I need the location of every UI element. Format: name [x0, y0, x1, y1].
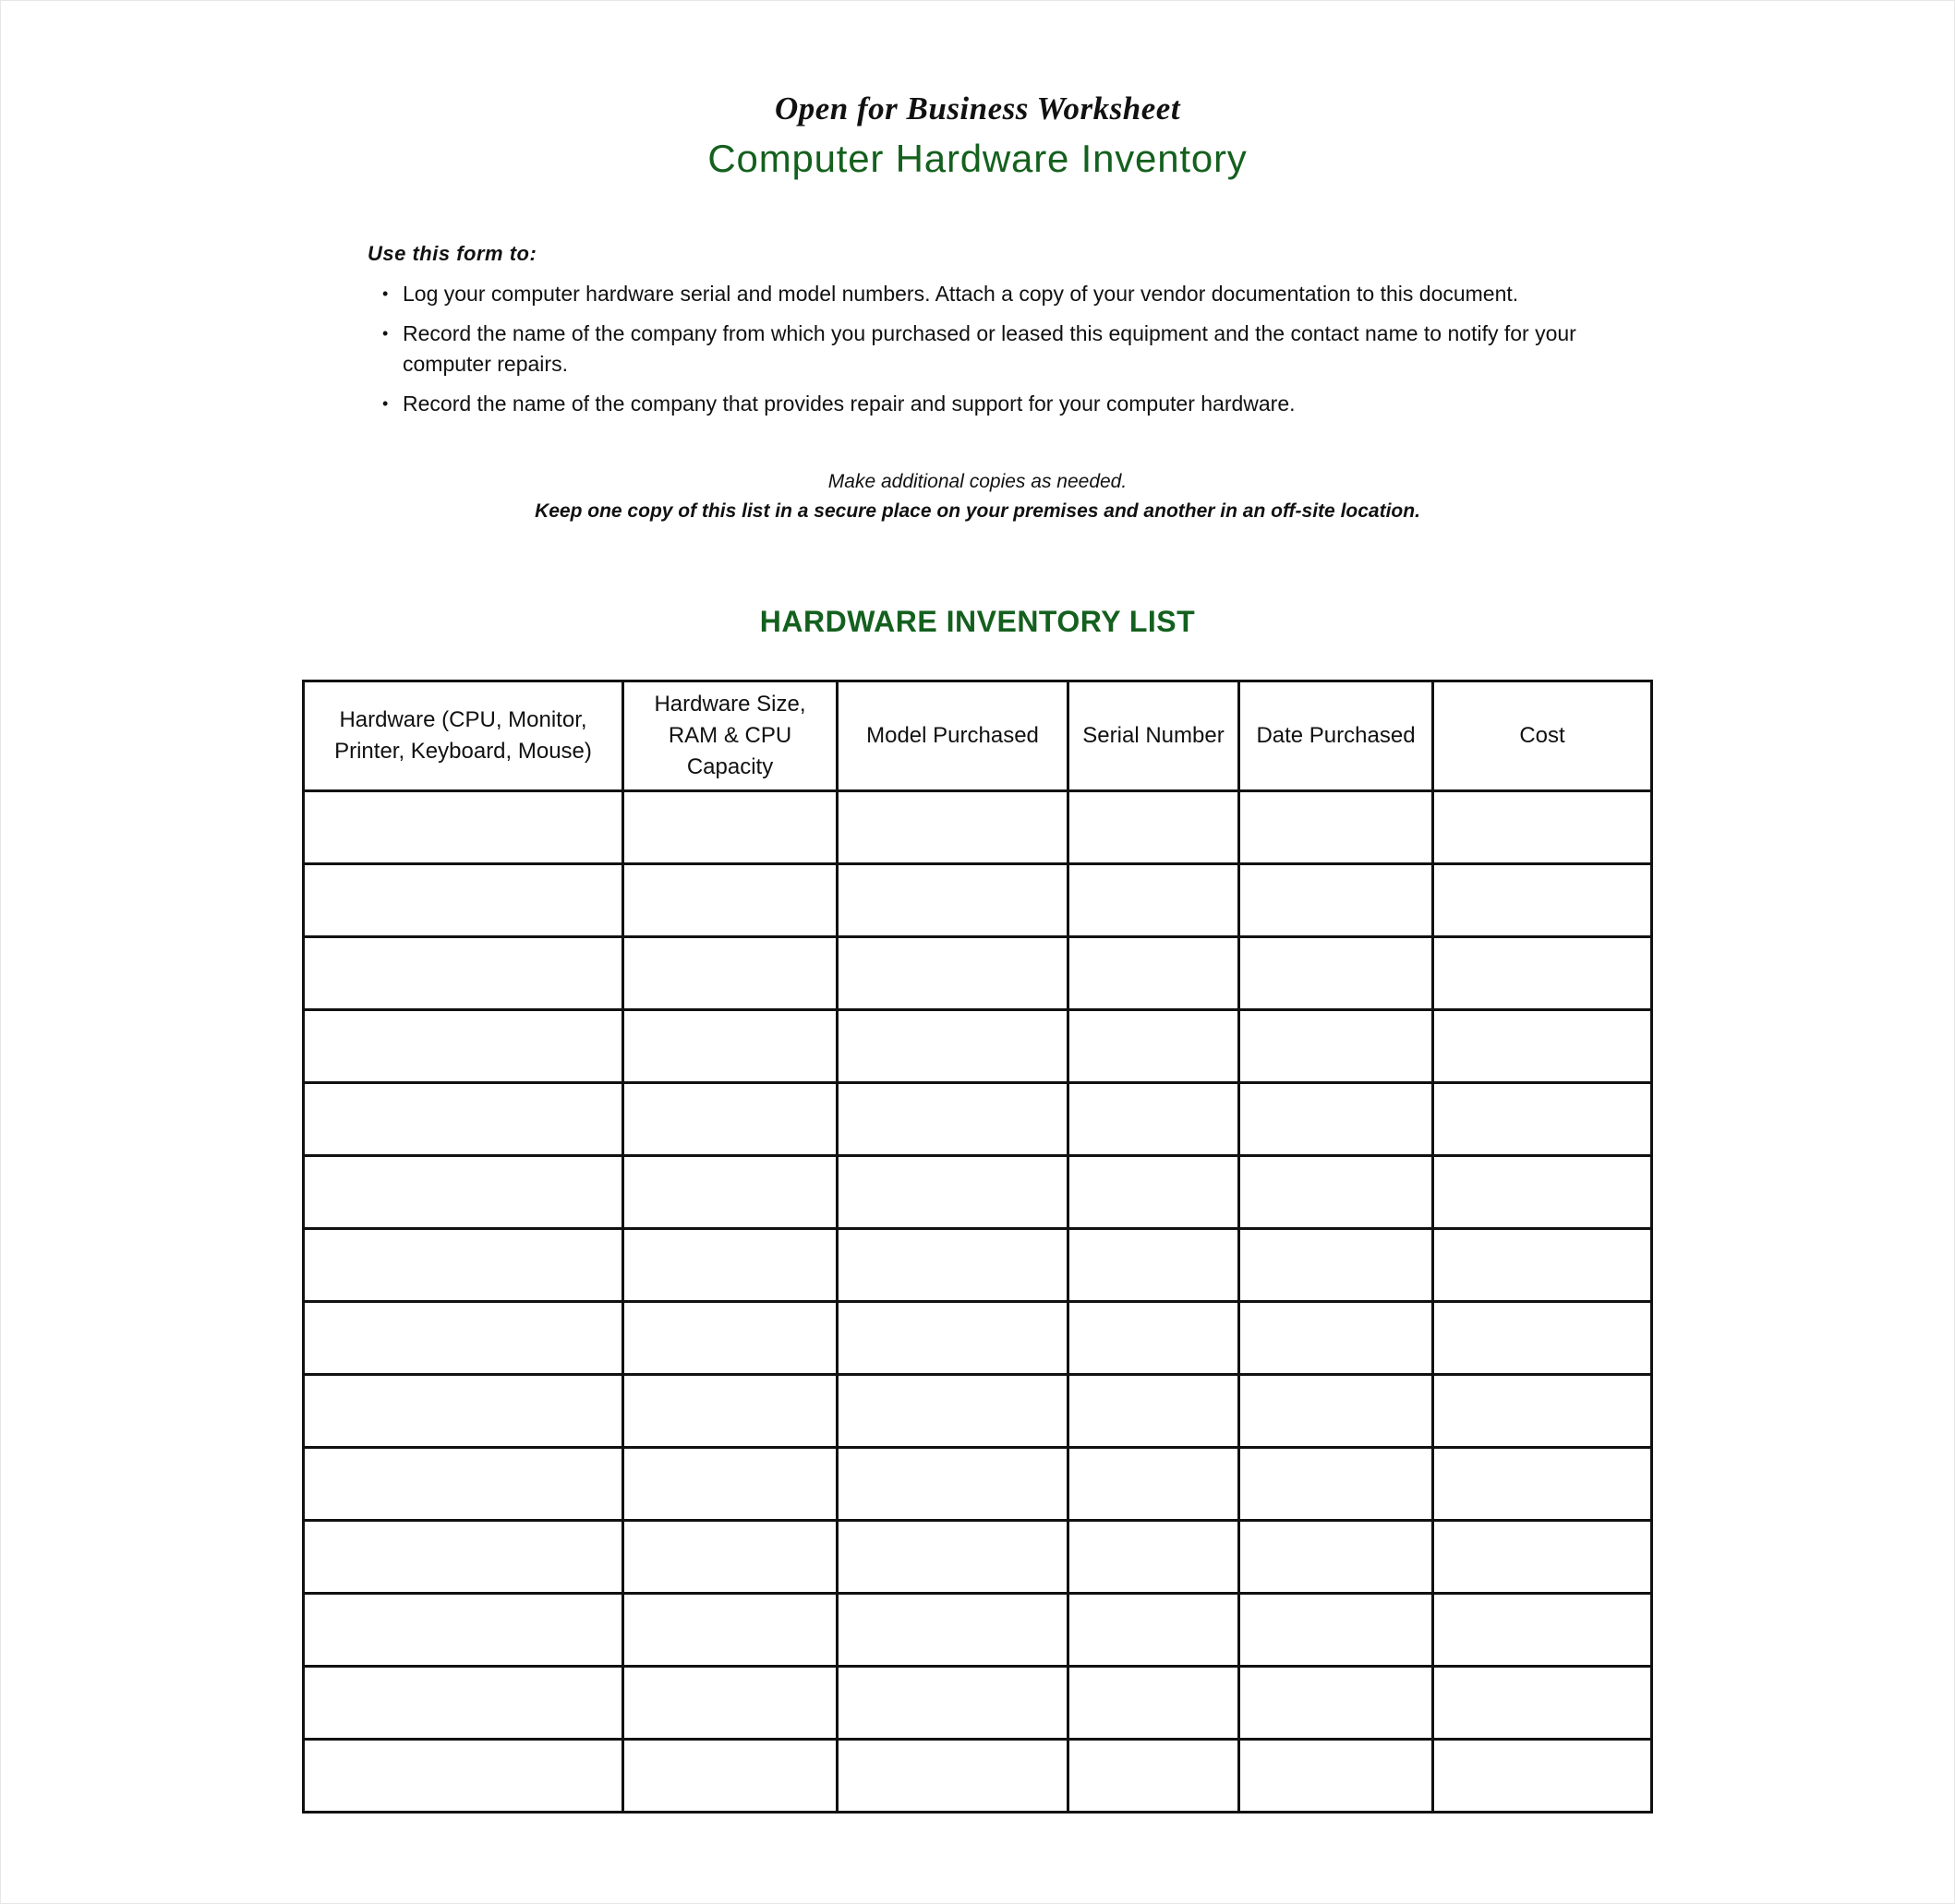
cell-serial[interactable]: [1068, 1010, 1239, 1083]
cell-hardware-size[interactable]: [623, 1448, 838, 1521]
cell-hardware[interactable]: [304, 1229, 623, 1302]
cell-model[interactable]: [838, 1521, 1068, 1594]
table-row: [304, 791, 1652, 864]
cell-cost[interactable]: [1433, 1521, 1652, 1594]
column-header-cost: Cost: [1433, 681, 1652, 791]
table-row: [304, 864, 1652, 937]
cell-date[interactable]: [1239, 791, 1433, 864]
cell-hardware-size[interactable]: [623, 1156, 838, 1229]
cell-cost[interactable]: [1433, 1083, 1652, 1156]
column-header-date: Date Purchased: [1239, 681, 1433, 791]
instruction-text: Record the name of the company from which you purchased or leased this equipment and the contact name to notify for your computer repairs.: [403, 321, 1576, 376]
cell-hardware[interactable]: [304, 1740, 623, 1813]
bullet-icon: •: [382, 394, 389, 413]
cell-hardware-size[interactable]: [623, 1521, 838, 1594]
cell-serial[interactable]: [1068, 1448, 1239, 1521]
cell-cost[interactable]: [1433, 1740, 1652, 1813]
cell-hardware-size[interactable]: [623, 1083, 838, 1156]
cell-model[interactable]: [838, 1156, 1068, 1229]
cell-date[interactable]: [1239, 1302, 1433, 1375]
cell-model[interactable]: [838, 1302, 1068, 1375]
cell-hardware-size[interactable]: [623, 791, 838, 864]
cell-serial[interactable]: [1068, 1521, 1239, 1594]
cell-hardware[interactable]: [304, 1375, 623, 1448]
cell-date[interactable]: [1239, 1667, 1433, 1740]
cell-model[interactable]: [838, 791, 1068, 864]
table-row: [304, 1156, 1652, 1229]
table-header-row: [304, 681, 1652, 791]
cell-hardware-size[interactable]: [623, 1375, 838, 1448]
bullet-icon: •: [382, 324, 389, 343]
cell-hardware[interactable]: [304, 1302, 623, 1375]
table-row: [304, 1594, 1652, 1667]
cell-cost[interactable]: [1433, 1156, 1652, 1229]
cell-serial[interactable]: [1068, 1740, 1239, 1813]
cell-serial[interactable]: [1068, 937, 1239, 1010]
table-row: [304, 1667, 1652, 1740]
cell-model[interactable]: [838, 1740, 1068, 1813]
cell-hardware[interactable]: [304, 1010, 623, 1083]
cell-model[interactable]: [838, 1594, 1068, 1667]
cell-hardware[interactable]: [304, 864, 623, 937]
table-row: [304, 1740, 1652, 1813]
cell-date[interactable]: [1239, 1594, 1433, 1667]
instructions-list: [368, 279, 1605, 419]
instruction-item: [368, 279, 1605, 309]
table-row: [304, 1083, 1652, 1156]
cell-date[interactable]: [1239, 1010, 1433, 1083]
cell-model[interactable]: [838, 1229, 1068, 1302]
cell-hardware[interactable]: [304, 791, 623, 864]
cell-cost[interactable]: [1433, 1375, 1652, 1448]
cell-hardware-size[interactable]: [623, 864, 838, 937]
cell-serial[interactable]: [1068, 1667, 1239, 1740]
cell-cost[interactable]: [1433, 937, 1652, 1010]
cell-date[interactable]: [1239, 864, 1433, 937]
cell-cost[interactable]: [1433, 1229, 1652, 1302]
table-row: [304, 1302, 1652, 1375]
instruction-text: Record the name of the company that provides repair and support for your computer hardware.: [403, 392, 1296, 416]
cell-date[interactable]: [1239, 1448, 1433, 1521]
cell-hardware-size[interactable]: [623, 1302, 838, 1375]
cell-hardware-size[interactable]: [623, 1667, 838, 1740]
cell-hardware[interactable]: [304, 1083, 623, 1156]
cell-hardware-size[interactable]: [623, 1740, 838, 1813]
cell-hardware-size[interactable]: [623, 1229, 838, 1302]
instructions: [368, 242, 1605, 428]
column-header-hardware: Hardware (CPU, Monitor, Printer, Keyboard, Mouse): [304, 681, 623, 791]
cell-hardware[interactable]: [304, 1667, 623, 1740]
cell-date[interactable]: [1239, 1229, 1433, 1302]
cell-date[interactable]: [1239, 937, 1433, 1010]
cell-serial[interactable]: [1068, 1229, 1239, 1302]
cell-serial[interactable]: [1068, 1156, 1239, 1229]
inventory-heading: HARDWARE INVENTORY LIST: [759, 605, 1196, 638]
table-row: [304, 937, 1652, 1010]
cell-model[interactable]: [838, 1010, 1068, 1083]
cell-model[interactable]: [838, 1667, 1068, 1740]
instruction-item: [368, 319, 1605, 380]
cell-serial[interactable]: [1068, 1083, 1239, 1156]
column-header-model: Model Purchased: [838, 681, 1068, 791]
cell-model[interactable]: [838, 864, 1068, 937]
cell-hardware-size[interactable]: [623, 1594, 838, 1667]
copies-note: Make additional copies as needed.: [827, 471, 1128, 492]
cell-model[interactable]: [838, 937, 1068, 1010]
cell-serial[interactable]: [1068, 1375, 1239, 1448]
cell-hardware-size[interactable]: [623, 937, 838, 1010]
cell-date[interactable]: [1239, 1521, 1433, 1594]
cell-cost[interactable]: [1433, 1594, 1652, 1667]
worksheet-subtitle: Open for Business Worksheet: [774, 90, 1181, 127]
inventory-table: [302, 680, 1653, 1814]
cell-hardware[interactable]: [304, 937, 623, 1010]
cell-hardware[interactable]: [304, 1521, 623, 1594]
cell-cost[interactable]: [1433, 791, 1652, 864]
column-header-serial: Serial Number: [1068, 681, 1239, 791]
table-row: [304, 1229, 1652, 1302]
storage-note: Keep one copy of this list in a secure place on your premises and another in an off-site location.: [535, 500, 1420, 522]
cell-cost[interactable]: [1433, 864, 1652, 937]
cell-hardware[interactable]: [304, 1594, 623, 1667]
cell-date[interactable]: [1239, 1740, 1433, 1813]
cell-cost[interactable]: [1433, 1302, 1652, 1375]
inventory-body: [304, 791, 1652, 1813]
cell-serial[interactable]: [1068, 1594, 1239, 1667]
cell-serial[interactable]: [1068, 791, 1239, 864]
bullet-icon: •: [382, 284, 389, 303]
cell-date[interactable]: [1239, 1375, 1433, 1448]
document-title: Computer Hardware Inventory: [707, 137, 1248, 180]
column-header-hardware-size: Hardware Size, RAM & CPU Capacity: [623, 681, 838, 791]
cell-date[interactable]: [1239, 1083, 1433, 1156]
cell-model[interactable]: [838, 1375, 1068, 1448]
table-row: [304, 1521, 1652, 1594]
cell-hardware-size[interactable]: [623, 1010, 838, 1083]
cell-date[interactable]: [1239, 1156, 1433, 1229]
cell-model[interactable]: [838, 1448, 1068, 1521]
instructions-lead: Use this form to:: [368, 242, 537, 265]
table-row: [304, 1375, 1652, 1448]
cell-hardware[interactable]: [304, 1448, 623, 1521]
table-row: [304, 1448, 1652, 1521]
cell-serial[interactable]: [1068, 864, 1239, 937]
cell-cost[interactable]: [1433, 1010, 1652, 1083]
instruction-text: Log your computer hardware serial and model numbers. Attach a copy of your vendor documentation to this document.: [403, 282, 1519, 306]
instruction-item: [368, 389, 1605, 419]
table-row: [304, 1010, 1652, 1083]
cell-serial[interactable]: [1068, 1302, 1239, 1375]
cell-model[interactable]: [838, 1083, 1068, 1156]
cell-hardware[interactable]: [304, 1156, 623, 1229]
cell-cost[interactable]: [1433, 1667, 1652, 1740]
cell-cost[interactable]: [1433, 1448, 1652, 1521]
